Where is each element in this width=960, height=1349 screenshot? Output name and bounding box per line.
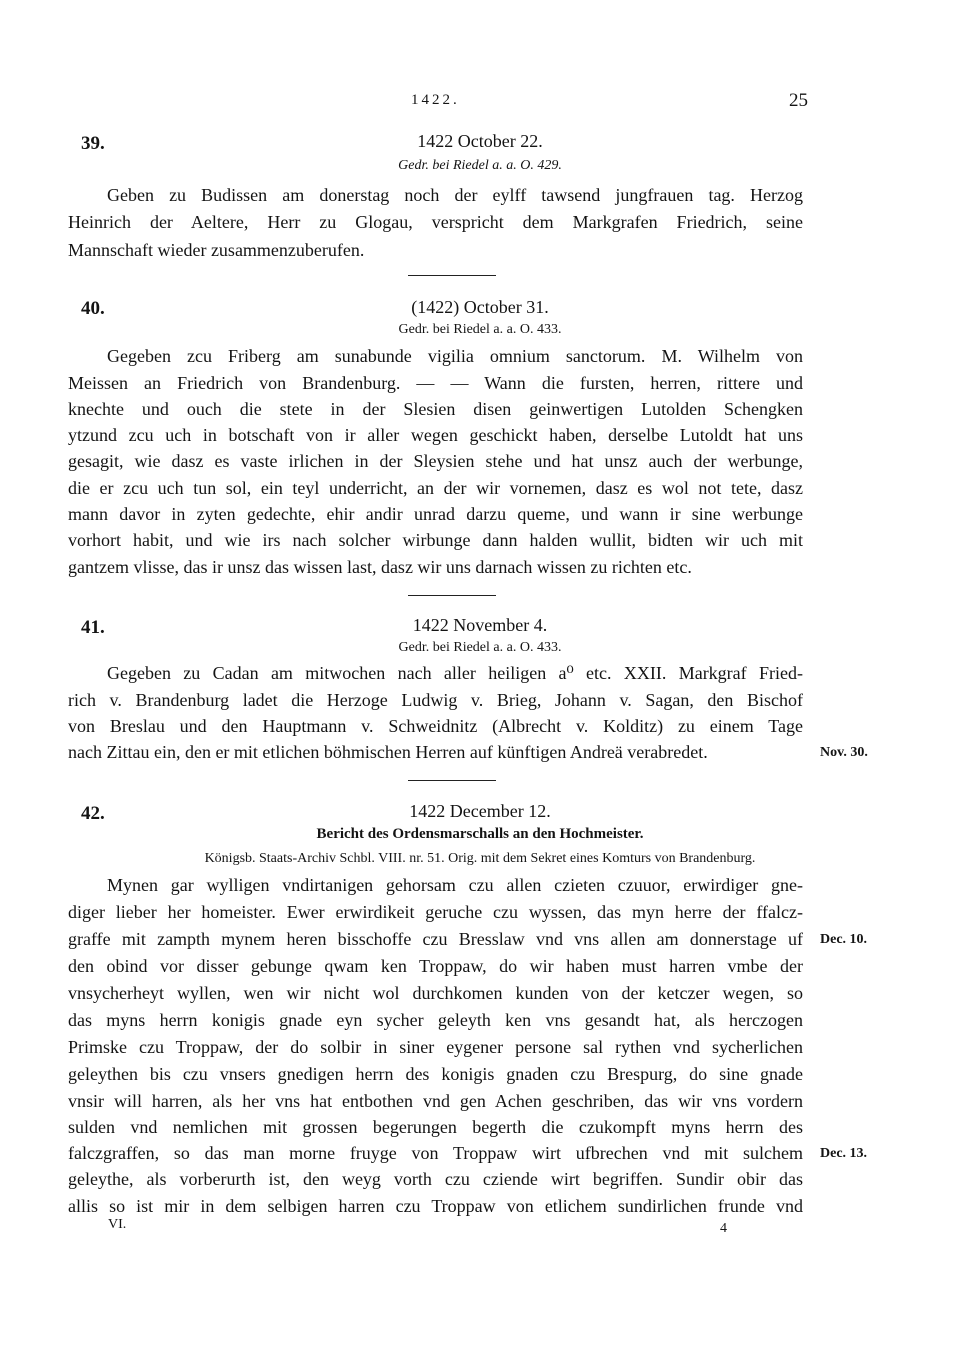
entry-number: 41. [81, 617, 105, 638]
text-line: das myns herrn konigis gnade eyn sycher geleyth ken vns gesandt hat, als herczogen [68, 1010, 803, 1030]
text-line: Geben zu Budissen am donerstag noch der eylff tawsend jungfrauen tag. Herzog [107, 185, 803, 205]
page-number: 25 [789, 90, 808, 111]
text-line: graffe mit zampth mynem heren bisschoffe czu Bresslaw vnd vns allen am donnerstage uf [68, 929, 803, 949]
text-line: mann davor in zyten gedechte, ehir andir unrad darzu queme, und wann ir sine werbunge [68, 504, 803, 524]
entry-number: 42. [81, 803, 105, 824]
text-line: falczgraffen, so das man morne fruyge von Troppaw wirt ufbrechen vnd mit sulchem [68, 1143, 803, 1163]
entry-number: 40. [81, 298, 105, 319]
entry-date: 1422 December 12. [409, 801, 551, 821]
text-line: Gegeben zcu Friberg am sunabunde vigilia omnium sanctorum. M. Wilhelm von [107, 346, 803, 366]
text-line: vnsycherheyt wyllen, wen wir nicht wol durchkomen kunden von der ketczer wegen, so [68, 983, 803, 1003]
text-line: rich v. Brandenburg ladet die Herzoge Ludwig v. Brieg, Johann v. Sagan, den Bischof [68, 690, 803, 710]
entry-source: Gedr. bei Riedel a. a. O. 433. [398, 640, 562, 655]
entry-source: Königsb. Staats-Archiv Schbl. VIII. nr. 51. Orig. mit dem Sekret eines Komturs von Brandenburg. [204, 851, 756, 866]
text-line: vnsir will harren, als her vns hat entbothen vnd gen Achen geschriben, das wir vns vordern [68, 1091, 803, 1111]
text-line: von Breslau und den Hauptmann v. Schweidnitz (Albrecht v. Kolditz) zu einem Tage [68, 716, 803, 736]
text-line: vorhort habit, und wie irs nach solcher wirbunge dann halden wullit, bidten wir uch mit [68, 530, 803, 550]
text-line: diger lieber her homeister. Ewer erwirdikeit geruche czu wyssen, das myn herre der ffalcz- [68, 902, 803, 922]
text-line: Gegeben zu Cadan am mitwochen nach aller heiligen a⁰ etc. XXII. Markgraf Fried- [107, 663, 803, 683]
section-divider [408, 595, 496, 596]
text-line: gesagit, wie dasz es vaste irlichen in der Sleysien stehe und hat unsz auch der werbunge, [68, 451, 803, 471]
entry-date: (1422) October 31. [411, 297, 549, 317]
text-line: den obind vor disser gebunge qwam ken Troppaw, do wir haben must harren vmbe der [68, 956, 803, 976]
text-line: allis so ist mir in dem selbigen harren czu Troppaw von etlichem sundirlichen frunde vnd [68, 1196, 803, 1216]
text-line: knechte und ouch die stete in der Slesien disen geinwertigen Lutolden Schengken [68, 399, 803, 419]
entry-source: Gedr. bei Riedel a. a. O. 429. [398, 158, 562, 173]
text-line: gantzem vlisse, das ir unsz das wissen last, dasz wir uns darnach wissen zu richten etc. [68, 557, 692, 577]
margin-note: Dec. 13. [820, 1146, 868, 1161]
text-line: nach Zittau ein, den er mit etlichen böhmischen Herren auf künftigen Andreä verabredet. [68, 742, 708, 762]
text-line: geleythe, als vorberurth ist, den weyg vorth czu cziende wirt begriffen. Sundir obir das [68, 1169, 803, 1189]
text-line: Meissen an Friedrich von Brandenburg. — — Wann die fursten, herren, rittere und [68, 373, 803, 393]
text-line: die er zcu uch tun sol, ein teyl underricht, an der wir vornemen, dasz es wol not tete, dasz [68, 478, 803, 498]
text-line: Mannschaft wieder zusammenzuberufen. [68, 240, 365, 260]
entry-title: Bericht des Ordensmarschalls an den Hochmeister. [316, 826, 644, 842]
margin-note: Nov. 30. [820, 745, 868, 760]
entry-date: 1422 November 4. [412, 615, 548, 635]
sheet-number: 4 [720, 1221, 727, 1236]
entry-number: 39. [81, 133, 105, 154]
text-line: geleythen bis czu vnsers gnedigen herrn des konigis gnaden czu Brespurg, do sine gnade [68, 1064, 803, 1084]
header-year: 1422. [411, 92, 460, 108]
signature-mark: VI. [108, 1217, 127, 1232]
text-line: sulden vnd nemlichen mit grossen begerungen begerth die czukompft myns herrn des [68, 1117, 803, 1137]
section-divider [408, 275, 496, 276]
entry-date: 1422 October 22. [417, 131, 543, 151]
text-line: Mynen gar wylligen vndirtanigen gehorsam czu allen czieten czuuor, erwirdiger gne- [107, 875, 803, 895]
text-line: ytzund zcu uch in botschaft von ir aller wegen geschickt haben, derselbe Lutoldt hat uns [68, 425, 803, 445]
margin-note: Dec. 10. [820, 932, 868, 947]
entry-source: Gedr. bei Riedel a. a. O. 433. [398, 322, 562, 337]
text-line: Primske czu Troppaw, der do solbir in siner eygener persone sal rythen vnd sycherlichen [68, 1037, 803, 1057]
text-line: Heinrich der Aeltere, Herr zu Glogau, verspricht dem Markgrafen Friedrich, seine [68, 212, 803, 232]
section-divider [408, 780, 496, 781]
